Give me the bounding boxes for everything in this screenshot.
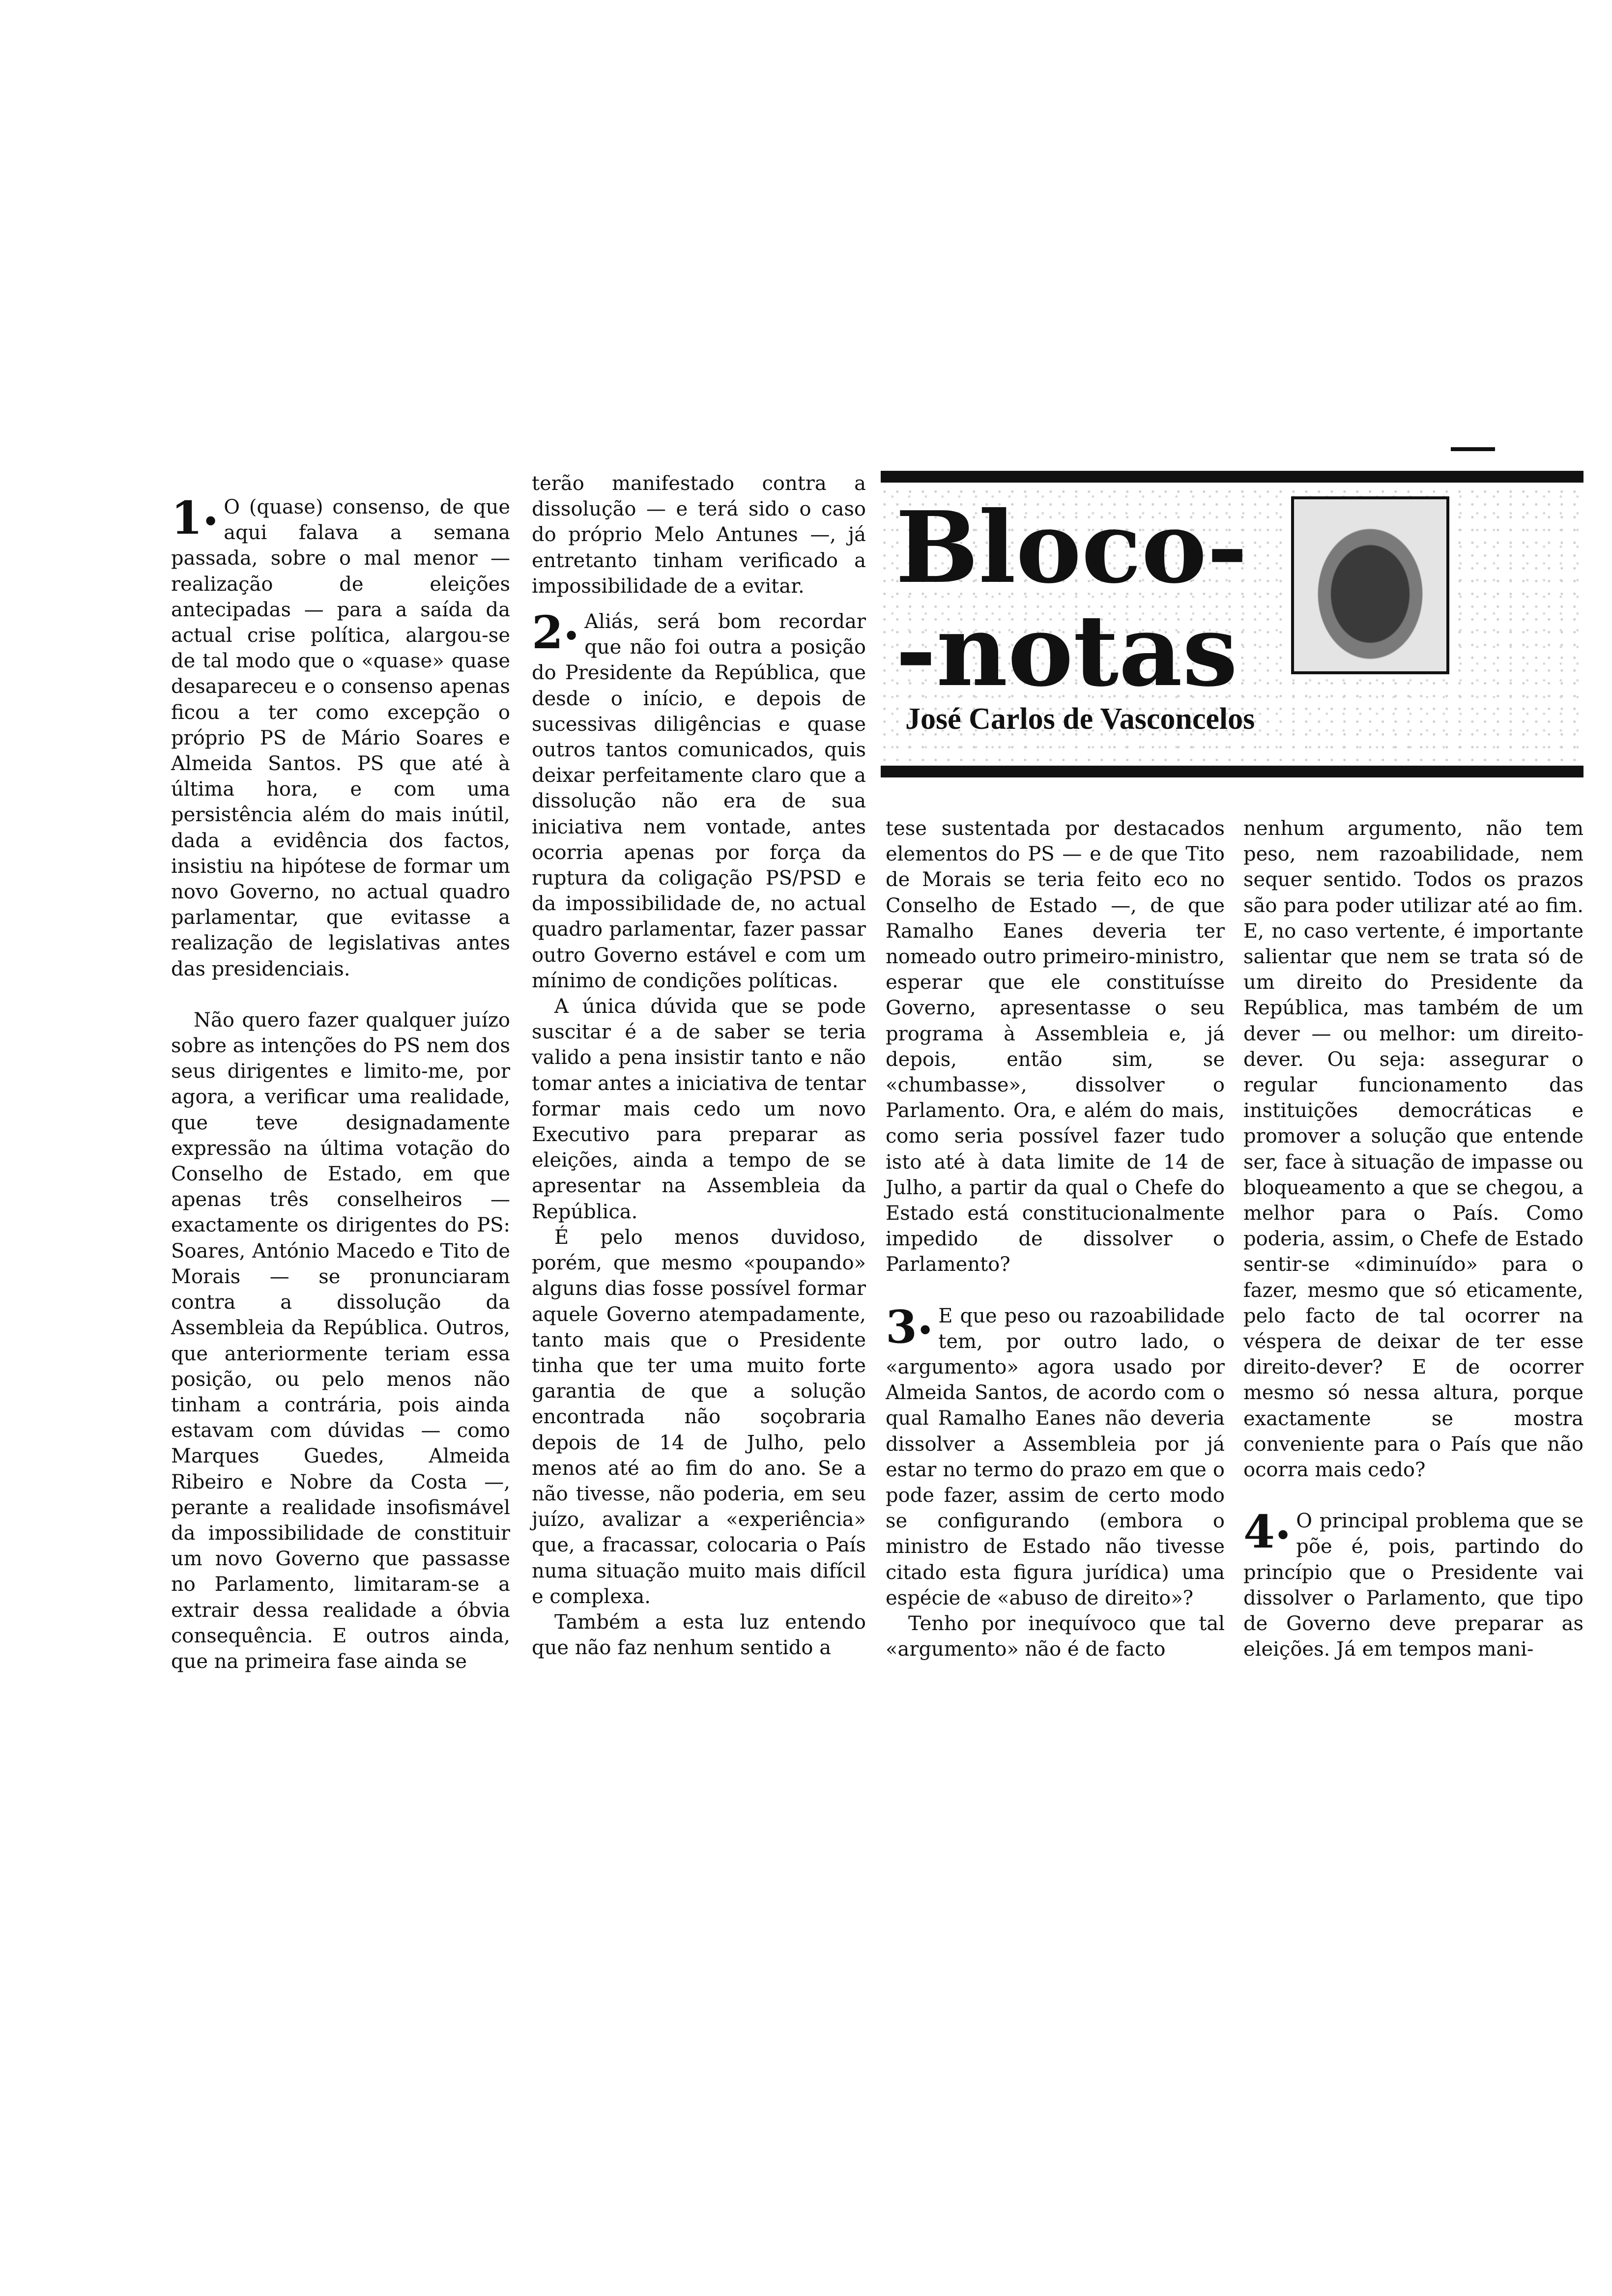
paragraph: Tenho por inequívoco que tal «argumento» não é de facto xyxy=(886,1612,1225,1661)
paragraph: terão manifestado contra a dissolução — e terá sido o caso do próprio Melo Antunes —, já entretanto tinham verificado a impossibilidade de a evitar. xyxy=(532,472,866,598)
article-column-4 xyxy=(1243,816,1583,1663)
paragraph: Também a esta luz entendo que não faz nenhum sentido a xyxy=(532,1610,866,1660)
banner-bottom-rule xyxy=(881,766,1583,777)
title-line-1: Bloco- xyxy=(895,490,1248,605)
section-number-3: 3• xyxy=(886,1300,934,1353)
paragraph: nenhum argumento, não tem peso, nem razoabilidade, nem sequer sentido. Todos os prazos são para poder utilizar até ao fim. E, no caso vertente, é importante salientar que nem se trata só de um direito do Presidente da República, mas também de um dever — ou melhor: um direito-dever. Ou seja: assegurar o regular funcionamento das instituições democráticas e promover a solução que entende ser, face à situação de impasse ou bloqueamento a que se chegou, a melhor para o País. Como poderia, assim, o Chefe de Estado sentir-se «diminuído» para o fazer, mesmo que só eticamente, pelo facto de tal ocorrer na véspera de deixar de ter esse direito-dever? E de ocorrer mesmo só nessa altura, porque exactamente se mostra conveniente para o País que não ocorra mais cedo? xyxy=(1243,817,1583,1482)
section-number-4: 4• xyxy=(1243,1505,1292,1559)
author-portrait-icon xyxy=(1291,496,1449,674)
article-column-2 xyxy=(532,471,866,1661)
title-line-2: -notas xyxy=(895,593,1238,709)
paragraph: Aliás, será bom recordar que não foi outra a posição do Presidente da República, que desde o início, e depois de sucessivas diligências e quase outros tantos comunicados, quis deixar perfeitamente claro que a dissolução não era de sua iniciativa nem vontade, antes ocorria apenas por força da ruptura da coligação PS/PSD e da impossibilidade de, no actual quadro parlamentar, fazer passar outro Governo estável e com um mínimo de condições políticas. xyxy=(532,610,866,992)
article-column-1 xyxy=(171,491,510,1674)
column-title xyxy=(895,490,1248,709)
paragraph: E que peso ou razoabilidade tem, por outro lado, o «argumento» agora usado por Almeida Santos, de acordo com o qual Ramalho Eanes não deveria dissolver a Assembleia por já estar no termo do prazo em que o pode fazer, assim de certo modo se configurando (embora o ministro de Estado não tivesse citado esta figura jurídica) uma espécie de «abuso de direito»? xyxy=(886,1304,1225,1609)
paragraph: Não quero fazer qualquer juízo sobre as intenções do PS nem dos seus dirigentes e limito-me, por agora, a verificar uma realidade, que teve designadamente expressão na última votação do Conselho de Estado, em que apenas três conselheiros — exactamente os dirigentes do PS: Soares, António Macedo e Tito de Morais — se pronunciaram contra a dissolução da Assembleia da República. Outros, que anteriormente teriam essa posição, ou pelo menos não tinham a contrária, pois ainda estavam com dúvidas — como Marques Guedes, Almeida Ribeiro e Nobre da Costa —, perante a realidade insofismável da impossibilidade de constituir um novo Governo que passasse no Parlamento, limitaram-se a extrair dessa realidade a óbvia consequência. E outros ainda, que na primeira fase ainda se xyxy=(171,1008,510,1673)
article-column-3 xyxy=(886,816,1225,1663)
section-number-1: 1• xyxy=(171,491,219,545)
paragraph: tese sustentada por destacados elementos do PS — e de que Tito de Morais se teria feito eco no Conselho de Estado —, de que Ramalho Eanes deveria ter nomeado outro primeiro-ministro, esperar que ele constituísse Governo, apresentasse o seu programa à Assembleia e, já depois, então sim, se «chumbasse», dissolver o Parlamento. Ora, e além do mais, como seria possível fazer tudo isto até à data limite de 14 de Julho, a partir da qual o Chefe do Estado está constitucionalmente impedido de dissolver o Parlamento? xyxy=(886,817,1225,1276)
paragraph: É pelo menos duvidoso, porém, que mesmo «poupando» alguns dias fosse possível formar aquele Governo atempadamente, tanto mais que o Presidente tinha que ter uma muito forte garantia de que a solução encontrada não soçobraria depois de 14 de Julho, pelo menos até ao fim do ano. Se a não tivesse, não poderia, em seu juízo, avalizar a «experiência» que, a fracassar, colocaria o País numa situação muito mais difícil e complexa. xyxy=(532,1226,866,1608)
section-number-2: 2• xyxy=(532,606,580,660)
corner-mark xyxy=(1451,447,1495,451)
byline: José Carlos de Vasconcelos xyxy=(905,702,1255,736)
column-banner xyxy=(881,487,1583,762)
paragraph: A única dúvida que se pode suscitar é a de saber se teria valido a pena insistir tanto e não tomar antes a iniciativa de tentar formar mais cedo um novo Executivo para preparar as eleições, ainda a tempo de se apresentar na Assembleia da República. xyxy=(532,995,866,1223)
paragraph: O (quase) consenso, de que aqui falava a semana passada, sobre o mal menor — realização de eleições antecipadas — para a saída da actual crise política, alargou-se de tal modo que o «quase» quase desapareceu e o consenso apenas ficou a ter como excepção o próprio PS de Mário Soares e Almeida Santos. PS que até à última hora, e com uma persistência além do mais inútil, dada a evidência dos factos, insistiu na hipótese de formar um novo Governo, no actual quadro parlamentar, que evitasse a realização de legislativas antes das presidenciais. xyxy=(171,496,510,980)
paragraph: O principal problema que se põe é, pois, partindo do princípio que o Presidente vai dissolver o Parlamento, que tipo de Governo deve preparar as eleições. Já em tempos mani- xyxy=(1243,1510,1583,1661)
banner-top-rule xyxy=(881,471,1583,483)
